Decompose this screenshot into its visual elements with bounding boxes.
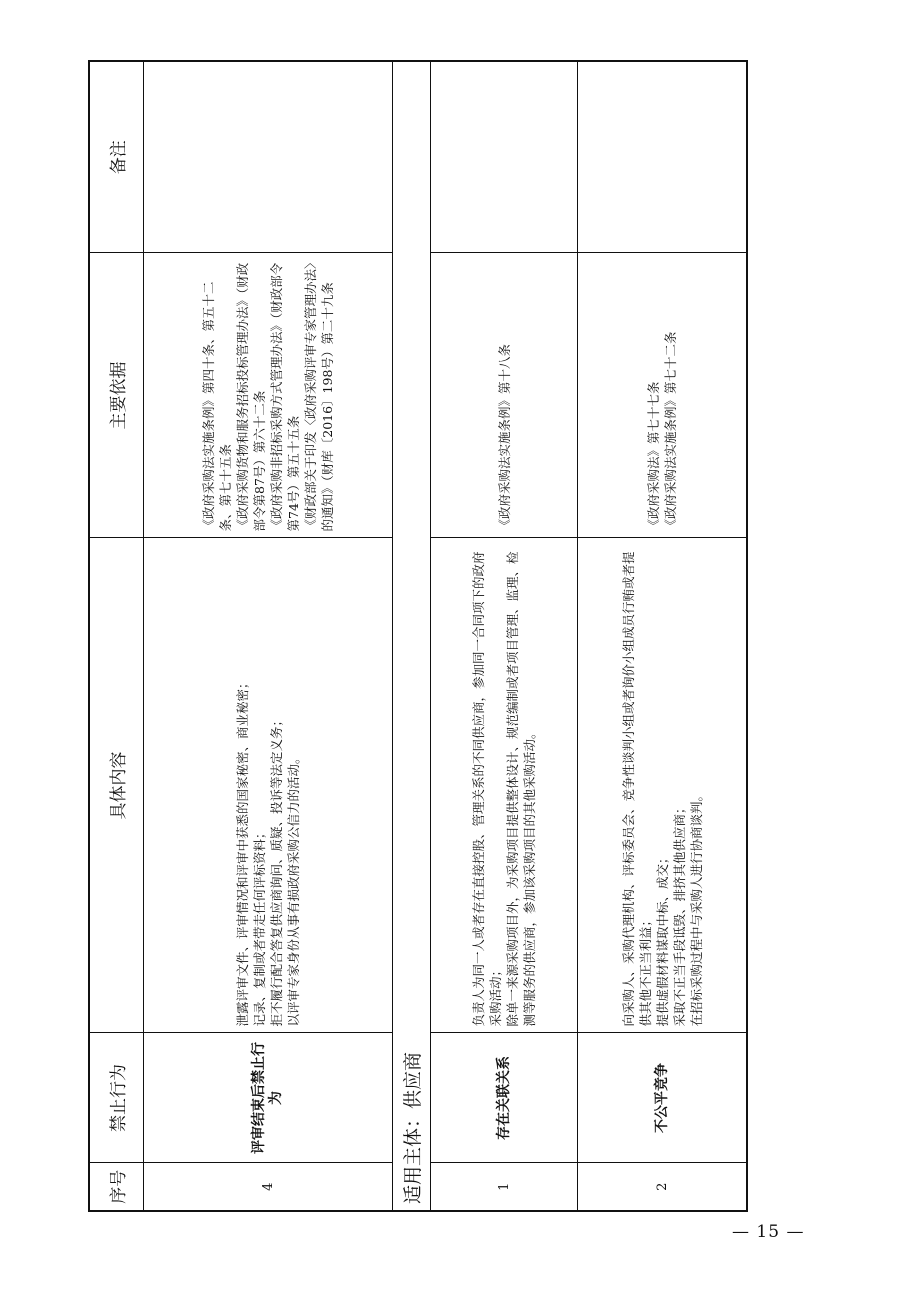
table-row [430,61,577,1211]
rotated-table-page [88,62,748,1212]
content-line: 拒不履行配合答复供应商询问、质疑、投诉等法定义务； [269,713,285,1027]
table-row [144,61,393,1211]
header-row [89,61,144,1211]
basis-line: 《政府采购法实施条例》第十八条 [496,343,512,532]
row-content [430,538,577,1033]
row-act: 存在关联关系 [430,1033,577,1163]
basis-line: 《财政部关于印发〈政府采购评审专家管理办法〉的通知》（财库〔2016〕198号）第二十九条 [303,262,336,532]
row-note [578,61,747,253]
row-content [578,538,747,1033]
content-line: 向采购人、采购代理机构、评标委员会、竞争性谈判小组或者询价小组成员行贿或者提供其他不正当利益； [620,551,653,1027]
content-line: 负责人为同一人或者存在直接控股、管理关系的不同供应商，参加同一合同项下的政府采购活动； [471,551,504,1027]
page-number: — 15 — [732,1222,805,1242]
content-line: 记录、复制或者带走任何评标资料； [252,826,268,1027]
row-no: 1 [430,1163,577,1211]
row-act: 评审结束后禁止行为 [144,1033,393,1163]
basis-line: 《政府采购法实施条例》第七十二条 [663,331,679,532]
header-content: 具体内容 [89,538,144,1033]
header-act: 禁止行为 [89,1033,144,1163]
row-content [144,538,393,1033]
row-no: 4 [144,1163,393,1211]
content-line: 除单一来源采购项目外，为采购项目提供整体设计、规范编制或者项目管理、监理、检测等服务的供应商，参加该采购项目的其他采购活动。 [505,551,538,1027]
content-line: 在招标采购过程中与采购人进行协商谈判。 [688,788,704,1027]
content-line: 提供虚假材料谋取中标、成交； [654,851,670,1027]
row-act: 不公平竞争 [578,1033,747,1163]
content-line: 泄露评审文件、评审情况和评审中获悉的国家秘密、商业秘密； [235,676,251,1027]
content-line: 以评审专家身份从事有损政府采购公信力的活动。 [286,751,302,1027]
basis-line: 《政府采购非招标采购方式管理办法》（财政部令第74号）第五十五条 [269,262,302,532]
header-basis: 主要依据 [89,253,144,538]
header-note: 备注 [89,61,144,253]
table-row [578,61,747,1211]
row-basis [430,253,577,538]
row-note [144,61,393,253]
row-no: 2 [578,1163,747,1211]
row-basis [144,253,393,538]
section-row [393,61,430,1211]
header-no: 序号 [89,1163,144,1211]
content-line: 采取不正当手段诋毁、排挤其他供应商； [671,801,687,1027]
basis-line: 《政府采购法》第七十七条 [646,381,662,532]
row-basis [578,253,747,538]
basis-line: 《政府采购法实施条例》第四十条、第五十二条、第七十五条 [201,281,234,532]
prohibited-behaviors-table [88,60,748,1212]
row-note [430,61,577,253]
basis-line: 《政府采购货物和服务招标投标管理办法》（财政部令第87号）第六十二条 [235,262,268,532]
section-label: 适用主体：供应商 [393,61,430,1211]
